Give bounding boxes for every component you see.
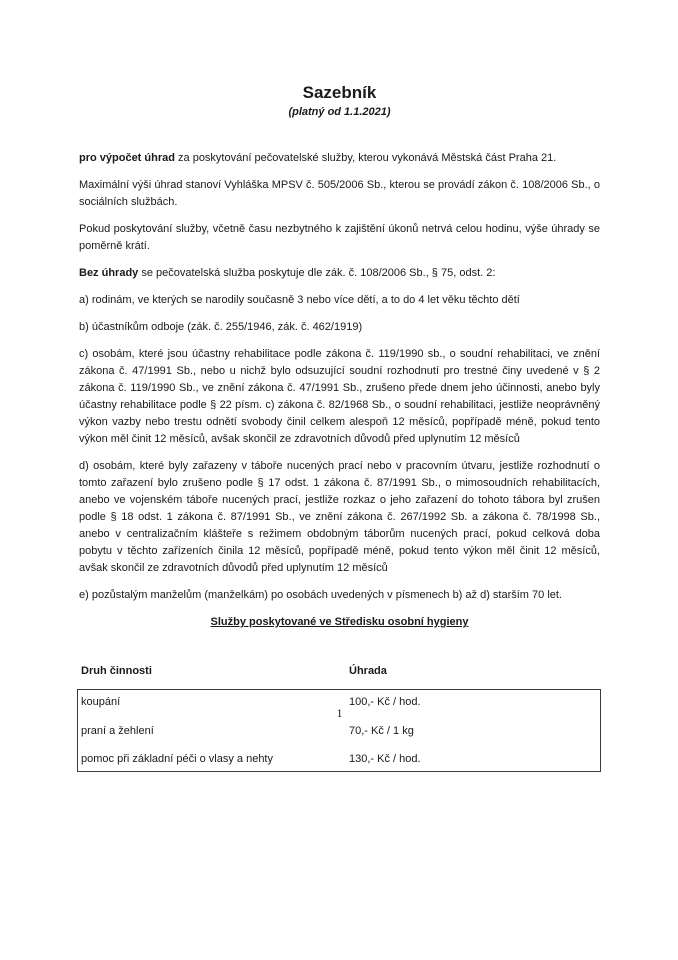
page-number-footer: 1 bbox=[336, 706, 343, 720]
cell-activity: praní a žehlení bbox=[81, 724, 154, 737]
paragraph-item-b: b) účastníkům odboje (zák. č. 255/1946, zák. č. 462/1919) bbox=[79, 321, 363, 333]
cell-price: 130,- Kč / hod. bbox=[349, 753, 421, 765]
document-subtitle: (platný od 1.1.2021) bbox=[288, 106, 391, 118]
table-header-row bbox=[79, 663, 600, 680]
paragraph-pomerne-krati: Pokud poskytování služby, včetně času nezbytného k zajištění úkonů netrvá celou hodinu, výše úhrady se poměrně krátí. bbox=[79, 223, 600, 252]
paragraph-intro-text: za poskytování pečovatelské služby, kterou vykonává Městská část Praha 21. bbox=[174, 152, 557, 164]
document-content bbox=[79, 0, 600, 772]
table-body-box bbox=[77, 689, 601, 772]
table-row bbox=[78, 723, 600, 740]
document-title: Sazebník bbox=[302, 83, 377, 102]
paragraph-max-uhrady: Maximální výši úhrad stanoví Vyhláška MPSV č. 505/2006 Sb., kterou se provádí zákon č. 108/2006 Sb., o sociálních službách. bbox=[79, 179, 600, 208]
section-heading: Služby poskytované ve Středisku osobní hygieny bbox=[210, 616, 469, 628]
table-row bbox=[78, 751, 600, 768]
paragraph-bez-uhrady bbox=[79, 265, 600, 282]
cell-price: 100,- Kč / hod. bbox=[349, 696, 421, 708]
document-body bbox=[79, 150, 600, 772]
paragraph-item-a: a) rodinám, ve kterých se narodily současně 3 nebo více dětí, a to do 4 let věku těchto dětí bbox=[79, 294, 520, 306]
paragraph-intro-bold-lead: pro výpočet úhrad bbox=[79, 152, 175, 164]
paragraph-bez-uhrady-text: se pečovatelská služba poskytuje dle zák. č. 108/2006 Sb., § 75, odst. 2: bbox=[138, 267, 496, 279]
paragraph-intro bbox=[79, 150, 600, 167]
table-header-price: Úhrada bbox=[349, 665, 387, 677]
paragraph-item-e: e) pozůstalým manželům (manželkám) po osobách uvedených v písmenech b) až d) starším 70 let. bbox=[79, 589, 562, 601]
table-header-activity: Druh činnosti bbox=[81, 665, 152, 677]
cell-activity: pomoc při základní péči o vlasy a nehty bbox=[81, 753, 273, 765]
paragraph-item-d: d) osobám, které byly zařazeny v táboře nucených prací nebo v pracovním útvaru, jestliže rozhodnutí o tomto zařazení bylo zrušeno podle § 17 odst. 1 zákona č. 87/1991 Sb., o mimosoudních rehabilitacích, anebo ve vojenském táboře nucených prací, jestliže rozkaz o jeho zařazení do tohoto tábora byl zrušen podle § 18 odst. 1 zákona č. 87/1991 Sb., ve znění zákona č. 267/1992 Sb. a zákona č. 78/1998 Sb., anebo v centralizačním klášteře s režimem obdobným táborům nucených prací, pokud celková doba pobytu v těchto zařízeních činila 12 měsíců, popřípadě méně, pokud tento výkon měl činit 12 měsíců, avšak skončil ze zdravotních důvodů před uplynutím 12 měsíců bbox=[79, 460, 600, 574]
paragraph-item-c: c) osobám, které jsou účastny rehabilitace podle zákona č. 119/1990 sb., o soudní rehabilitaci, ve znění zákona č. 47/1991 Sb., nebo u nichž bylo odsuzující soudní rozhodnutí pro trestné činy uvedené v § 2 zákona č. 119/1990 Sb., ve znění zákona č. 47/1991 Sb., zrušeno přede dnem jeho účinnosti, anebo byly účastny rehabilitace podle § 22 písm. c) zákona č. 82/1968 Sb., o soudní rehabilitaci, jestliže neoprávněný výkon vazby nebo trestu odnětí svobody činil celkem alespoň 12 měsíců, popřípadě méně, pokud tento výkon měl činit 12 měsíců, avšak skončil ze zdravotních důvodů před uplynutím 12 měsíců bbox=[79, 348, 600, 445]
paragraph-bez-uhrady-bold-lead: Bez úhrady bbox=[79, 267, 139, 279]
cell-activity: koupání bbox=[81, 696, 121, 708]
cell-price: 70,- Kč / 1 kg bbox=[349, 724, 414, 737]
